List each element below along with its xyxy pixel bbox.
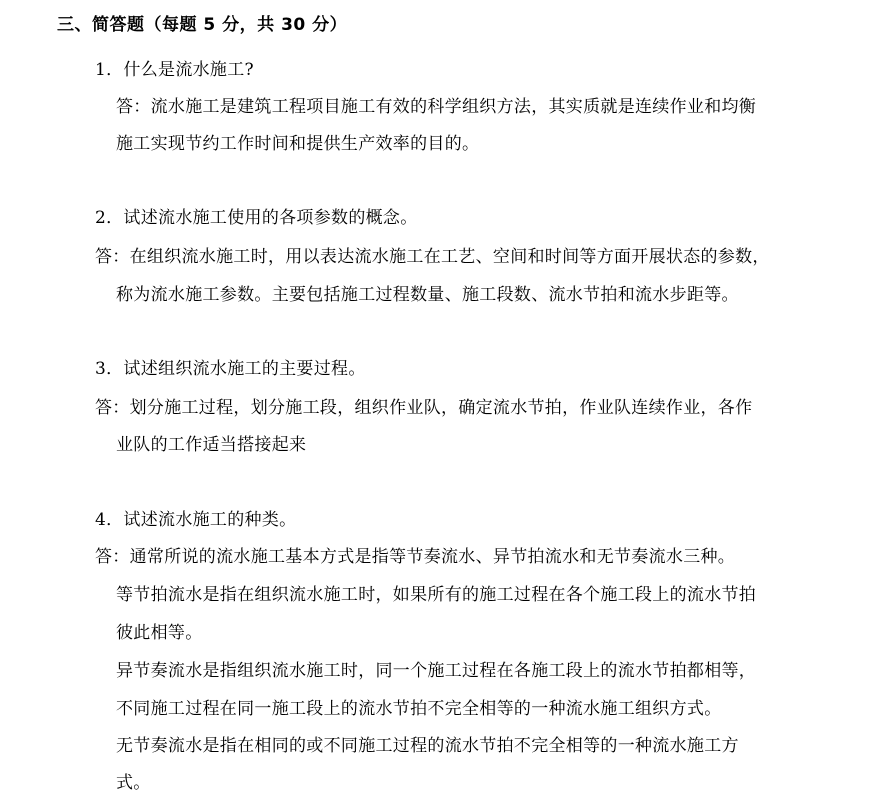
answer-4-line-5: 不同施工过程在同一施工段上的流水节拍不完全相等的一种流水施工组织方式。 [116, 699, 722, 719]
answer-3-line-1: 答：划分施工过程，划分施工段，组织作业队，确定流水节拍，作业队连续作业，各作 [95, 398, 753, 418]
answer-4-line-1: 答：通常所说的流水施工基本方式是指等节奏流水、异节拍流水和无节奏流水三种。 [95, 547, 736, 567]
answer-1-line-1: 答：流水施工是建筑工程项目施工有效的科学组织方法，其实质就是连续作业和均衡 [116, 97, 757, 117]
answer-4-line-2: 等节拍流水是指在组织流水施工时，如果所有的施工过程在各个施工段上的流水节拍 [116, 585, 757, 605]
answer-3-line-2: 业队的工作适当搭接起来 [116, 435, 307, 455]
answer-4-line-6: 无节奏流水是指在相同的或不同施工过程的流水节拍不完全相等的一种流水施工方 [116, 736, 739, 756]
question-2: 2．试述流水施工使用的各项参数的概念。 [95, 208, 418, 228]
section-heading: 三、简答题（每题 5 分，共 30 分） [57, 15, 348, 35]
answer-2-line-2: 称为流水施工参数。主要包括施工过程数量、施工段数、流水节拍和流水步距等。 [116, 285, 739, 305]
answer-1-line-2: 施工实现节约工作时间和提供生产效率的目的。 [116, 134, 480, 154]
answer-4-line-3: 彼此相等。 [116, 623, 203, 643]
question-1: 1．什么是流水施工? [95, 60, 254, 80]
answer-4-line-4: 异节奏流水是指组织流水施工时，同一个施工过程在各施工段上的流水节拍都相等， [116, 661, 757, 681]
question-3: 3．试述组织流水施工的主要过程。 [95, 359, 366, 379]
question-4: 4．试述流水施工的种类。 [95, 510, 297, 530]
answer-2-line-1: 答：在组织流水施工时，用以表达流水施工在工艺、空间和时间等方面开展状态的参数， [95, 247, 770, 267]
answer-4-line-7: 式。 [116, 773, 151, 793]
